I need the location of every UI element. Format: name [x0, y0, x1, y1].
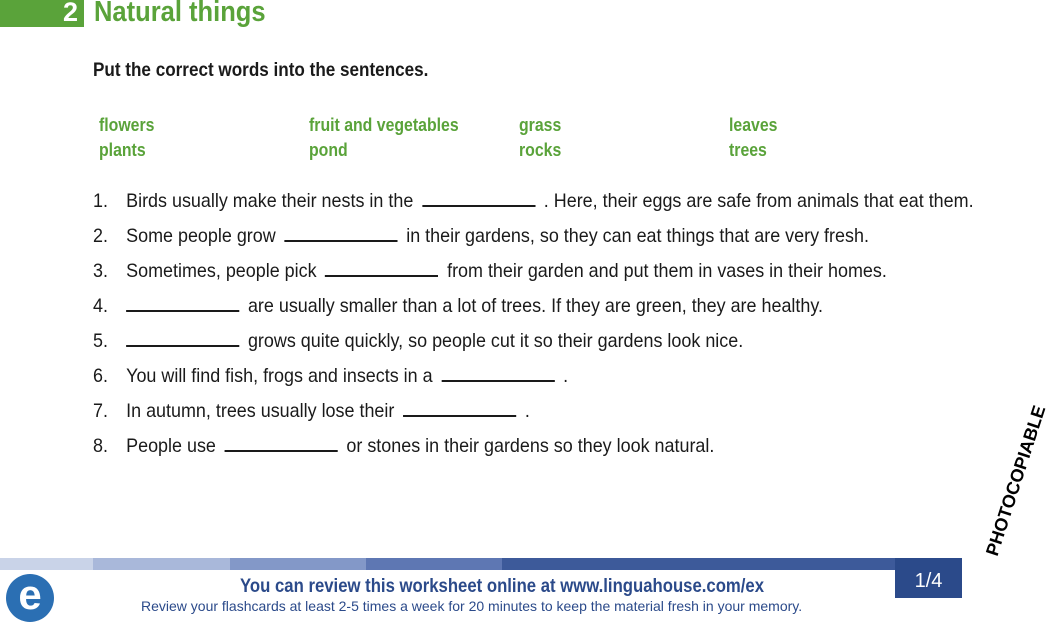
section-title: Natural things — [94, 0, 266, 28]
answer-blank[interactable] — [284, 240, 397, 242]
word-bank-item: trees — [729, 140, 767, 160]
answer-blank[interactable] — [225, 450, 338, 452]
question-text-after: . — [563, 365, 569, 387]
question-list — [93, 188, 973, 468]
question-text-after: from their garden and put them in vases in their homes. — [447, 260, 887, 282]
question-number: 1. — [93, 190, 108, 212]
question-number: 7. — [93, 400, 108, 422]
question-number: 8. — [93, 435, 108, 457]
question-text-after: . — [524, 400, 530, 422]
question-number: 4. — [93, 295, 108, 317]
footer-bar-segment — [366, 558, 502, 570]
section-number: 2 — [0, 0, 84, 27]
word-bank-item: grass — [519, 115, 562, 135]
question-item — [93, 328, 991, 354]
question-text-before: You will find fish, frogs and insects in a — [126, 365, 433, 387]
footer-subtext: Review your flashcards at least 2-5 times a week for 20 minutes to keep the material fresh in your memory. — [141, 598, 803, 614]
answer-blank[interactable] — [325, 275, 438, 277]
word-bank — [99, 115, 999, 161]
question-item — [93, 223, 991, 249]
instructions: Put the correct words into the sentences. — [93, 60, 429, 81]
question-text-before: In autumn, trees usually lose their — [126, 400, 395, 422]
question-text-before: Sometimes, people pick — [126, 260, 317, 282]
answer-blank[interactable] — [441, 380, 554, 382]
footer-bar-segment — [0, 558, 93, 570]
question-item — [93, 188, 991, 214]
footer-review-text[interactable]: You can review this worksheet online at www.linguahouse.com/ex — [240, 576, 765, 597]
question-item — [93, 293, 991, 319]
question-number: 6. — [93, 365, 108, 387]
question-text-after: or stones in their gardens so they look natural. — [346, 435, 715, 457]
linguahouse-logo: e — [6, 574, 54, 622]
footer-bar-segment — [502, 558, 895, 570]
word-bank-item: flowers — [99, 115, 155, 135]
question-text-after: are usually smaller than a lot of trees. If they are green, they are healthy. — [247, 295, 824, 317]
answer-blank[interactable] — [126, 345, 239, 347]
question-item — [93, 433, 991, 459]
word-bank-item: plants — [99, 140, 146, 160]
question-item — [93, 398, 991, 424]
question-text-before: Some people grow — [126, 225, 276, 247]
question-text-after: . Here, their eggs are safe from animals that eat them. — [543, 190, 974, 212]
question-item — [93, 363, 991, 389]
footer-bar-segment — [230, 558, 366, 570]
question-number: 3. — [93, 260, 108, 282]
word-bank-item: fruit and vegetables — [309, 115, 459, 135]
word-bank-item: leaves — [729, 115, 778, 135]
question-item — [93, 258, 991, 284]
question-text-after: in their gardens, so they can eat things that are very fresh. — [406, 225, 869, 247]
answer-blank[interactable] — [126, 310, 239, 312]
photocopiable-label: PHOTOCOPIABLE — [982, 402, 1049, 559]
word-bank-item: pond — [309, 140, 348, 160]
answer-blank[interactable] — [403, 415, 516, 417]
question-number: 5. — [93, 330, 108, 352]
answer-blank[interactable] — [422, 205, 535, 207]
question-text-after: grows quite quickly, so people cut it so their gardens look nice. — [247, 330, 744, 352]
footer-bar-segment — [93, 558, 230, 570]
question-text-before: Birds usually make their nests in the — [126, 190, 414, 212]
question-number: 2. — [93, 225, 108, 247]
page-number: 1/4 — [895, 558, 962, 598]
question-text-before: People use — [126, 435, 216, 457]
word-bank-item: rocks — [519, 140, 562, 160]
